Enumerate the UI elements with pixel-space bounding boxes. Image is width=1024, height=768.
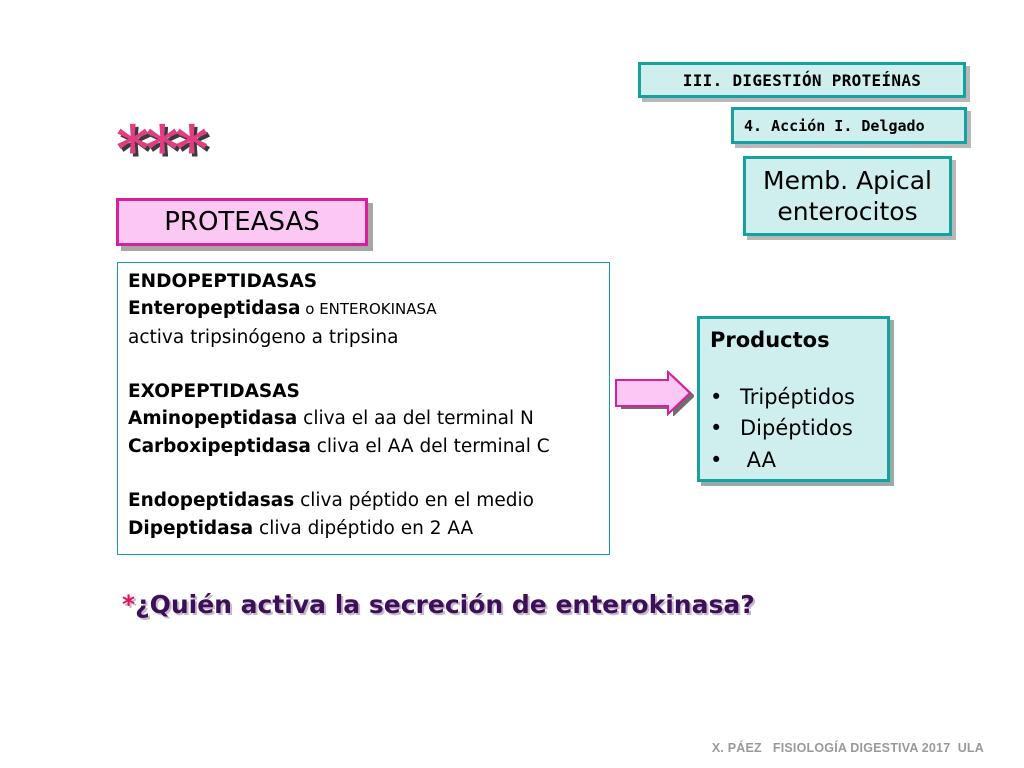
question-text (122, 590, 755, 619)
membrane-line-2: enterocitos (777, 197, 918, 226)
carboxipeptidasa-line (128, 433, 599, 460)
endopeptidasas-line (128, 487, 599, 514)
product-label: Tripéptidos (740, 384, 855, 409)
membrane-line-1: Memb. Apical (763, 166, 932, 195)
carboxipeptidasa-action: cliva el AA del terminal C (310, 435, 550, 457)
bullet-icon: • (710, 416, 723, 440)
spacer (128, 460, 599, 487)
question-body: ¿Quién activa la secreción de enterokinasa? (135, 590, 755, 619)
bullet-icon: • (710, 384, 723, 409)
section-title: III. DIGESTIÓN PROTEÍNAS (638, 62, 966, 98)
dipeptidasa-term: Dipeptidasa (128, 517, 254, 539)
right-arrow-icon (614, 370, 694, 416)
product-label: Dipéptidos (740, 416, 853, 440)
endopeptidasas-action: cliva péptido en el medio (294, 490, 534, 512)
dipeptidasa-action: cliva dipéptido en 2 AA (253, 517, 474, 539)
aminopeptidasa-term: Aminopeptidasa (128, 408, 298, 430)
enteropeptidasa-term: Enteropeptidasa (128, 298, 301, 320)
membrane-label (743, 156, 952, 236)
question-asterisk: * (122, 590, 136, 619)
endopeptidasas-heading: ENDOPEPTIDASAS (128, 271, 318, 292)
enterokinasa-text: o ENTEROKINASA (300, 300, 437, 319)
enteropeptidasa-line (128, 295, 599, 323)
aminopeptidasa-line (128, 405, 599, 432)
bullet-icon: • (710, 447, 723, 472)
product-item (710, 445, 877, 477)
enzyme-list (117, 262, 610, 555)
endopeptidasas-term: Endopeptidasas (128, 490, 295, 512)
subsection-label: 4. Acción I. Delgado (731, 107, 967, 144)
dipeptidasa-line (128, 515, 599, 542)
product-label: AA (740, 447, 776, 472)
proteasas-title: PROTEASAS (116, 198, 368, 246)
enteropeptidasa-action: activa tripsinógeno a tripsina (128, 326, 399, 348)
product-item (710, 413, 877, 445)
footer-credit: X. PÁEZ FISIOLOGÍA DIGESTIVA 2017 ULA (711, 741, 984, 755)
aminopeptidasa-action: cliva el aa del terminal N (297, 408, 534, 430)
spacer (128, 351, 599, 378)
carboxipeptidasa-term: Carboxipeptidasa (128, 435, 311, 457)
products-box (697, 316, 890, 482)
stars-decoration: *** (116, 112, 205, 187)
exopeptidasas-heading: EXOPEPTIDASAS (128, 381, 300, 403)
product-item (710, 382, 877, 414)
products-heading: Productos (710, 328, 830, 352)
